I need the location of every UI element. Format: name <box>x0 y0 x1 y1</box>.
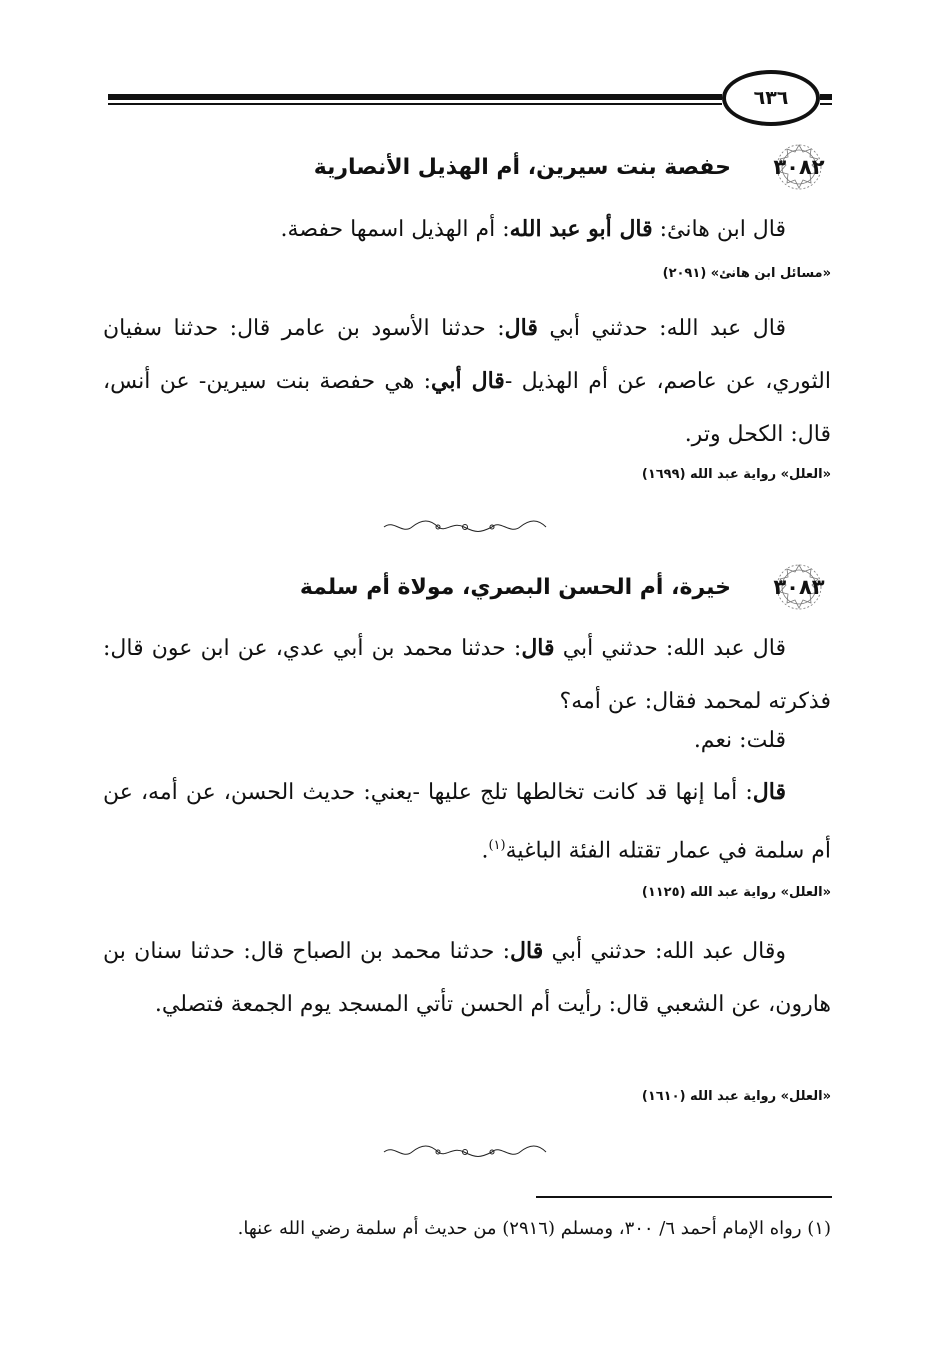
entry-number-badge <box>767 562 831 612</box>
citation: «العلل» رواية عبد الله (١١٢٥) <box>641 885 831 900</box>
text-run: قال عبد الله: حدثني أبي <box>554 636 786 661</box>
paragraph <box>103 302 831 461</box>
entry-title: حفصة بنت سيرين، أم الهذيل الأنصارية <box>313 154 731 180</box>
bold-text-run: قال أبو عبد الله <box>509 216 653 242</box>
bold-text-run: قال <box>752 779 786 805</box>
entry-title: خيرة، أم الحسن البصري، مولاة أم سلمة <box>299 574 731 600</box>
section-divider-ornament <box>380 519 550 535</box>
paragraph <box>103 766 831 877</box>
citation: «العلل» رواية عبد الله (١٦٩٩) <box>641 467 831 482</box>
page-number-badge <box>722 70 820 126</box>
footnote-separator <box>536 1196 832 1198</box>
section-divider-ornament <box>380 1144 550 1160</box>
header-rule-left <box>108 94 722 100</box>
bold-text-run: قال <box>504 315 538 341</box>
header-rule-right-thin <box>820 103 832 105</box>
bold-text-run: قال <box>521 635 555 661</box>
text-run: : هي حفصة بنت سيرين- عن أنس، قال: الكحل وتر. <box>103 369 831 447</box>
entry-number: ٣٠٨٢ <box>773 155 825 179</box>
text-run: . <box>481 838 489 864</box>
citation: «العلل» رواية عبد الله (١٦١٠) <box>641 1089 831 1104</box>
entry-heading <box>101 142 831 192</box>
text-run: قال ابن هانئ: <box>652 217 786 242</box>
paragraph <box>103 925 831 1031</box>
footnote: (١) رواه الإمام أحمد ٦/ ٣٠٠، ومسلم (٢٩١٦) من حديث أم سلمة رضي الله عنها. <box>237 1218 831 1239</box>
text-run: : أم الهذيل اسمها حفصة. <box>280 217 510 242</box>
paragraph: قلت: نعم. <box>693 728 786 753</box>
paragraph <box>103 203 831 256</box>
divider-flourish-icon <box>380 519 550 535</box>
text-run: وقال عبد الله: حدثني أبي <box>543 939 786 964</box>
entry-heading <box>101 562 831 612</box>
paragraph <box>103 622 831 728</box>
divider-flourish-icon <box>380 1144 550 1160</box>
bold-text-run: قال <box>510 938 544 964</box>
text-run: : أما إنها قد كانت تخالطها تلج عليها -يعني: حديث الحسن، عن أمه، عن أم سلمة في عمار تقتله الفئة الباغية <box>103 780 831 864</box>
text-run: : حدثنا محمد بن أبي عدي، عن ابن عون قال: فذكرته لمحمد فقال: عن أمه؟ <box>103 636 831 714</box>
header-rule-right <box>820 94 832 100</box>
text-run: : حدثنا الأسود بن عامر قال: حدثنا سفيان الثوري، عن عاصم، عن أم الهذيل - <box>103 316 831 394</box>
footnote-marker[interactable]: (١) <box>488 838 506 853</box>
page-number: ٦٣٦ <box>753 87 789 109</box>
header-rule-left-thin <box>108 103 722 105</box>
citation: «مسائل ابن هانئ» (٢٠٩١) <box>662 266 831 281</box>
entry-number-badge <box>767 142 831 192</box>
bold-text-run: قال أبي <box>431 368 505 394</box>
entry-number: ٣٠٨٣ <box>773 575 825 599</box>
text-run: قال عبد الله: حدثني أبي <box>537 316 786 341</box>
text-run: : حدثنا محمد بن الصباح قال: حدثنا سنان بن هارون، عن الشعبي قال: رأيت أم الحسن تأتي المسجد يوم الجمعة فتصلي. <box>103 939 831 1017</box>
